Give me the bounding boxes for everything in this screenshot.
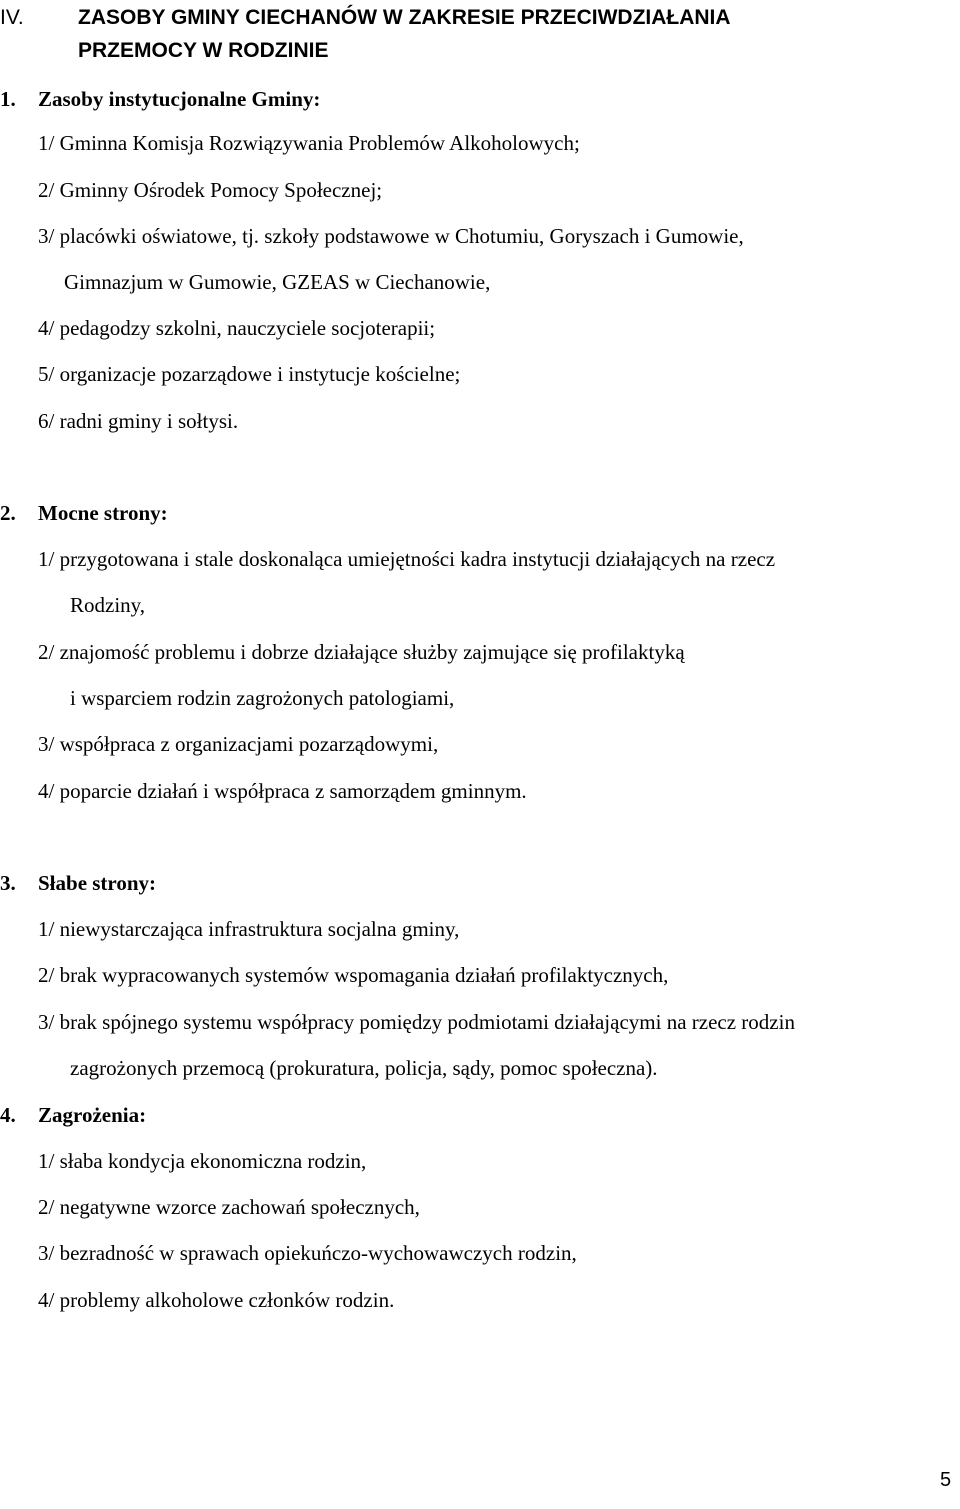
- section-3-item-1: 1/ niewystarczająca infrastruktura socjalna gminy,: [38, 917, 460, 941]
- section-2-item-2-cont: i wsparciem rodzin zagrożonych patologiami,: [70, 686, 455, 710]
- section-2-item-1: 1/ przygotowana i stale doskonaląca umiejętności kadra instytucji działających na rzecz: [38, 547, 776, 571]
- heading-line-1: ZASOBY GMINY CIECHANÓW W ZAKRESIE PRZECIWDZIAŁANIA: [78, 6, 731, 29]
- section-1-title: Zasoby instytucjonalne Gminy:: [38, 87, 321, 111]
- section-1-item-6: 6/ radni gminy i sołtysi.: [38, 409, 239, 433]
- section-2-item-3: 3/ współpraca z organizacjami pozarządowymi,: [38, 732, 439, 756]
- section-3-number: 3.: [0, 871, 16, 895]
- section-1-item-5: 5/ organizacje pozarządowe i instytucje kościelne;: [38, 362, 461, 386]
- section-1-item-3-cont: Gimnazjum w Gumowie, GZEAS w Ciechanowie,: [64, 270, 491, 294]
- section-4-item-4: 4/ problemy alkoholowe członków rodzin.: [38, 1288, 395, 1312]
- section-3-item-3: 3/ brak spójnego systemu współpracy pomiędzy podmiotami działającymi na rzecz rodzin: [38, 1010, 795, 1034]
- section-2-item-1-cont: Rodziny,: [70, 593, 146, 617]
- section-2-item-4: 4/ poparcie działań i współpraca z samorządem gminnym.: [38, 779, 527, 803]
- section-3-item-3-cont: zagrożonych przemocą (prokuratura, policja, sądy, pomoc społeczna).: [70, 1056, 658, 1080]
- section-4-item-1: 1/ słaba kondycja ekonomiczna rodzin,: [38, 1149, 367, 1173]
- section-1-item-1: 1/ Gminna Komisja Rozwiązywania Problemów Alkoholowych;: [38, 131, 580, 155]
- section-1-number: 1.: [0, 87, 16, 111]
- section-4-item-3: 3/ bezradność w sprawach opiekuńczo-wychowawczych rodzin,: [38, 1241, 577, 1265]
- section-1-item-3: 3/ placówki oświatowe, tj. szkoły podstawowe w Chotumiu, Goryszach i Gumowie,: [38, 224, 744, 248]
- section-4-title: Zagrożenia:: [38, 1103, 147, 1127]
- heading-line-2: PRZEMOCY W RODZINIE: [78, 39, 329, 62]
- heading-roman-numeral: IV.: [0, 6, 24, 29]
- section-4-item-2: 2/ negatywne wzorce zachowań społecznych,: [38, 1195, 420, 1219]
- section-4-number: 4.: [0, 1103, 16, 1127]
- section-3-title: Słabe strony:: [38, 871, 157, 895]
- section-2-title: Mocne strony:: [38, 501, 168, 525]
- section-1-item-4: 4/ pedagodzy szkolni, nauczyciele socjoterapii;: [38, 316, 436, 340]
- page-number: 5: [940, 1469, 952, 1491]
- section-1-item-2: 2/ Gminny Ośrodek Pomocy Społecznej;: [38, 178, 383, 202]
- section-3-item-2: 2/ brak wypracowanych systemów wspomagania działań profilaktycznych,: [38, 963, 669, 987]
- section-2-item-2: 2/ znajomość problemu i dobrze działające służby zajmujące się profilaktyką: [38, 640, 685, 664]
- section-2-number: 2.: [0, 501, 16, 525]
